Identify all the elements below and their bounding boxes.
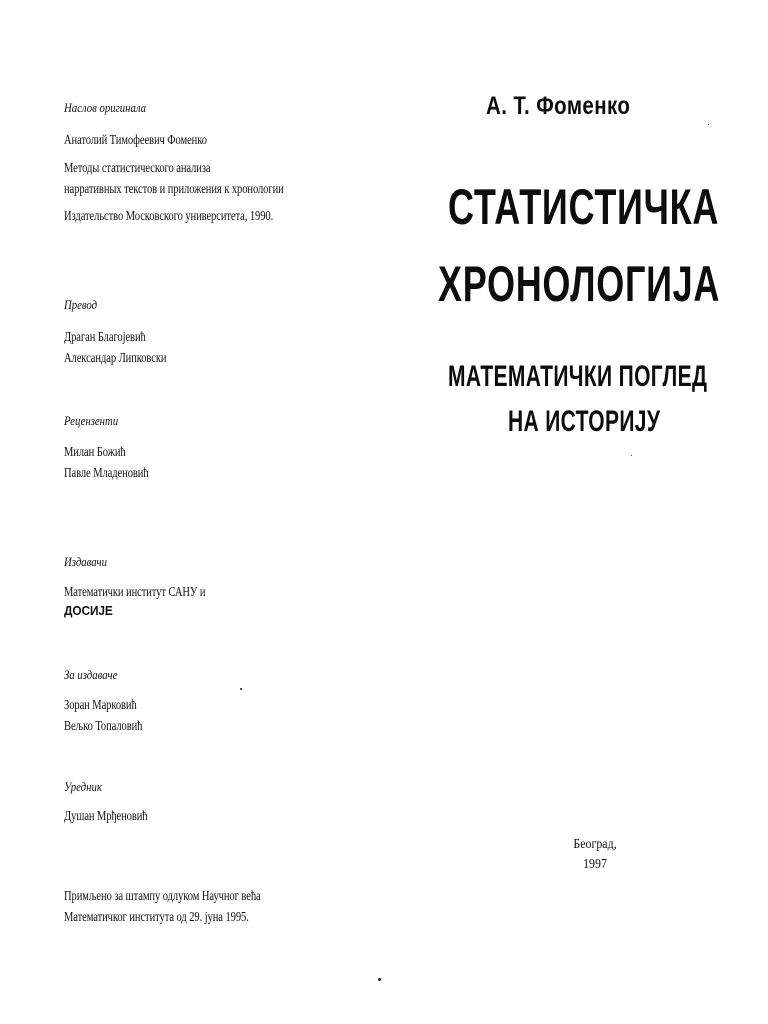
book-title-line-2: ХРОНОЛОГИЈА <box>438 256 721 312</box>
approval-line-1: Примљено за штампу одлуком Научног већа <box>64 888 261 903</box>
translator-1: Драган Благојевић <box>64 329 146 344</box>
for-publisher-2: Вељко Топаловић <box>64 718 143 733</box>
approval-line-2: Математичког института од 29. јуна 1995. <box>64 909 249 924</box>
scan-speck <box>708 124 709 125</box>
reviewer-1: Милан Божић <box>64 444 126 459</box>
book-subtitle-line-1: МАТЕМАТИЧКИ ПОГЛЕД <box>448 360 708 393</box>
original-publisher: Издательство Московского университета, 1990. <box>64 208 274 223</box>
publisher-2: ДОСИЈЕ <box>64 604 113 618</box>
reviewer-2: Павле Младеновић <box>64 465 149 480</box>
imprint <box>565 835 625 875</box>
reviewers-label: Рецензенти <box>64 414 119 428</box>
for-publisher-label: За издаваче <box>64 668 118 682</box>
imprint-place: Београд, <box>573 837 617 852</box>
scan-speck <box>240 688 242 690</box>
publishers-label: Издавачи <box>64 555 107 569</box>
scan-speck <box>378 978 381 981</box>
translator-2: Александар Липковски <box>64 350 167 365</box>
for-publisher-1: Зоран Марковић <box>64 697 137 712</box>
author-name: А. Т. Фоменко <box>486 92 631 120</box>
publisher-1: Математички институт САНУ и <box>64 584 206 599</box>
original-title-line-2: нарративных текстов и приложения к хронологии <box>64 181 284 196</box>
book-title-line-1: СТАТИСТИЧКА <box>448 179 720 235</box>
original-title-label: Наслов оригинала <box>64 101 147 115</box>
editor-name: Душан Мрђеновић <box>64 808 148 823</box>
imprint-year: 1997 <box>583 857 607 872</box>
original-author: Анатолий Тимофеевич Фоменко <box>64 132 207 147</box>
original-title-line-1: Методы статистического анализа <box>64 160 211 175</box>
scan-speck <box>631 455 632 456</box>
editor-label: Уредник <box>64 780 102 794</box>
book-subtitle-line-2: НА ИСТОРИЈУ <box>508 405 661 438</box>
translation-label: Превод <box>64 298 98 312</box>
